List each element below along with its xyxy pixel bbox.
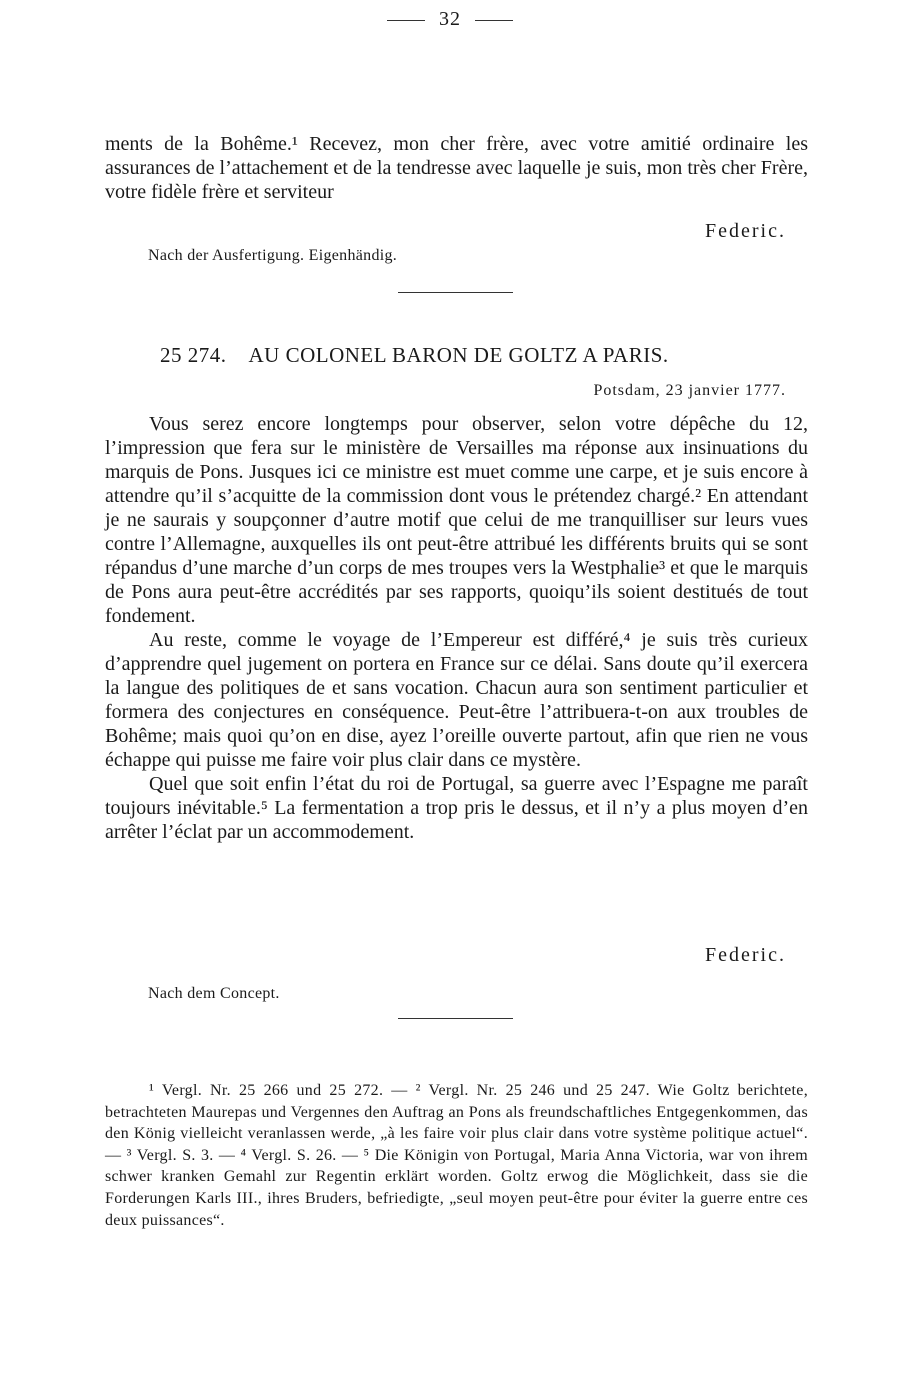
opening-signature: Federic. — [705, 220, 786, 242]
letter-paragraph-1: Vous serez encore longtemps pour observer, selon votre dépêche du 12, l’impression que fera sur le ministère de Versailles ma réponse aux insinuations du marquis de Pons. Jusques ici ce ministre est muet comme une carpe, et je suis encore à attendre qu’il s’acquitte de la commission dont vous le prétendez chargé.² En attendant je ne saurais y soupçonner d’autre motif que celui de me tranquilliser sur leurs vues contre l’Allemagne, auxquelles ils ont peut-être attribué les différents bruits qui se sont répandus d’une marche d’un corps de mes troupes vers la Westphalie³ et que le marquis de Pons aura peut-être accrédités par ses rapports, quoiqu’ils soient destitués de tout fondement. — [105, 413, 808, 627]
letter-heading — [160, 343, 808, 368]
letter-body — [105, 412, 808, 844]
header-dash-left — [387, 20, 425, 21]
letter-source-note: Nach dem Concept. — [148, 985, 280, 1002]
opening-source-note: Nach der Ausfertigung. Eigenhändig. — [148, 247, 398, 264]
page-number: 32 — [439, 8, 461, 30]
footnote-divider — [398, 1018, 513, 1019]
header-dash-right — [475, 20, 513, 21]
letter-title: AU COLONEL BARON DE GOLTZ A PARIS. — [248, 343, 669, 367]
opening-paragraph: ments de la Bohême.¹ Recevez, mon cher frère, avec votre amitié ordinaire les assurances de l’attachement et de la tendresse avec laquelle je suis, mon très cher Frère, votre fidèle frère et serviteur — [105, 133, 808, 203]
letter-paragraph-3: Quel que soit enfin l’état du roi de Portugal, sa guerre avec l’Espagne me paraît toujours inévitable.⁵ La fermentation a trop pris le dessus, et il n’y a plus moyen d’en arrêter l’éclat par un accommodement. — [105, 773, 808, 843]
footnotes: ¹ Vergl. Nr. 25 266 und 25 272. — ² Vergl. Nr. 25 246 und 25 247. Wie Goltz berichtete, betrachteten Maurepas und Vergennes den Auftrag an Pons als freundschaftliches Entgegenkommen, das den König vielleicht veranlassen werde, „à les faire voir plus clair dans votre système politique actuel“. — ³ Vergl. S. 3. — ⁴ Vergl. S. 26. — ⁵ Die Königin von Portugal, Maria Anna Victoria, war von ihrem schwer kranken Gemahl zur Regentin erklärt worden. Goltz erwog die Möglichkeit, dass sie die Forderungen Karls III., ihres Bruders, befriedigte, „seul moyen peut-être pour éviter la guerre entre ces deux puissances“. — [105, 1082, 808, 1229]
letter-dateline: Potsdam, 23 janvier 1777. — [593, 382, 786, 399]
letter-signature: Federic. — [705, 944, 786, 966]
letter-paragraph-2: Au reste, comme le voyage de l’Empereur est différé,⁴ je suis très curieux d’apprendre quel jugement on portera en France sur ce délai. Sans doute qu’il exercera la langue des politiques de et sans vocation. Chacun aura son sentiment particulier et formera des conjectures en conséquence. Peut-être l’attribuera-t-on aux troubles de Bohême; mais quoi qu’on en dise, ayez l’oreille ouverte partout, afin que rien ne vous échappe qui puisse me faire voir plus clair dans ce mystère. — [105, 629, 808, 771]
page-header — [0, 8, 900, 31]
section-divider — [398, 292, 513, 293]
letter-number: 25 274. — [160, 343, 227, 367]
